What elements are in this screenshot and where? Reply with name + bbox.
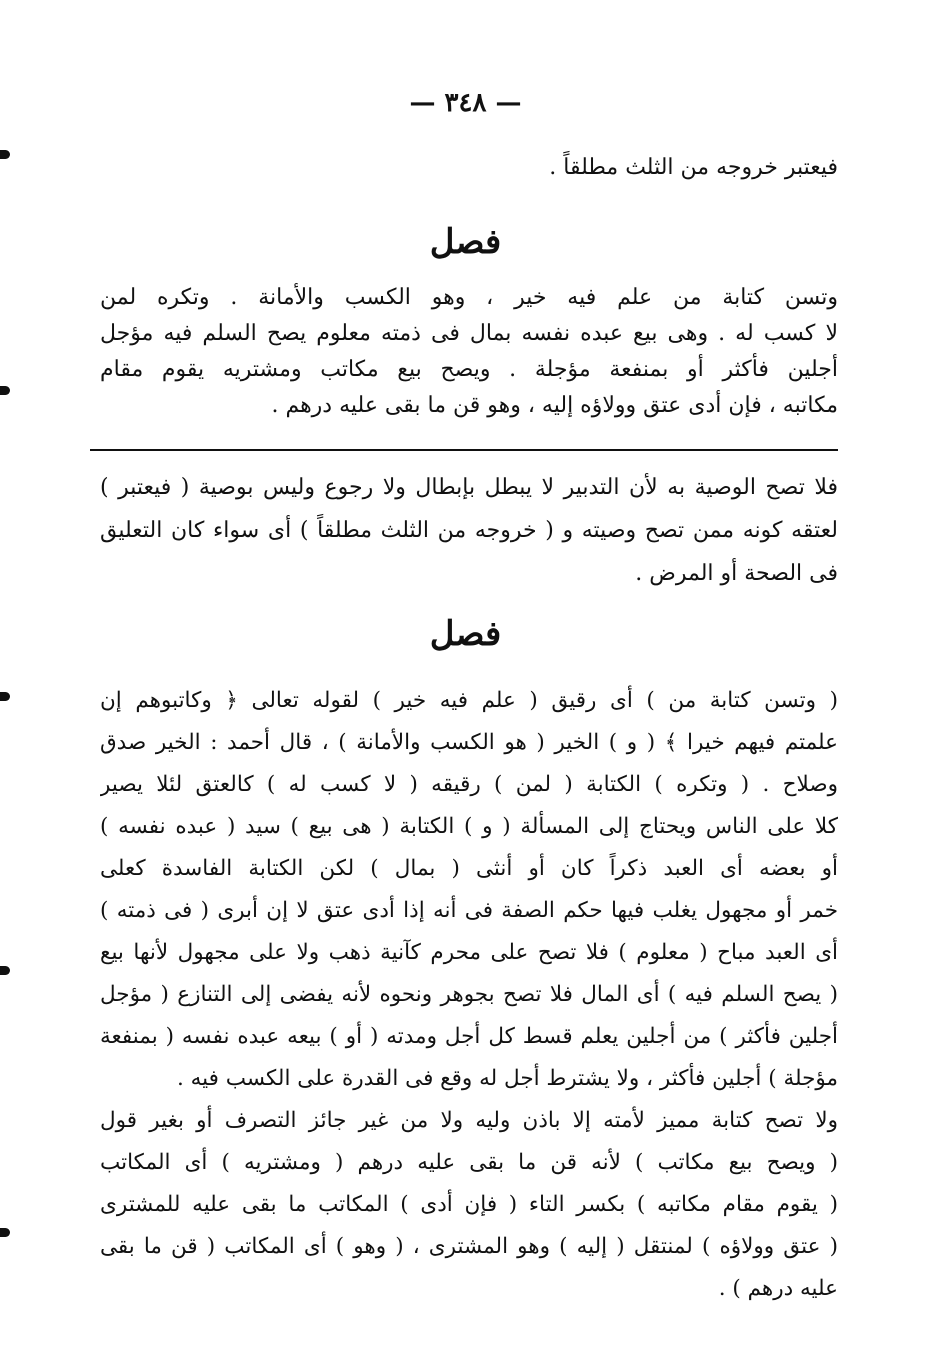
page-number: — ٣٤٨ — <box>409 88 522 118</box>
sharh-section-title: فصل <box>429 614 502 654</box>
margin-mark <box>0 150 10 159</box>
text-line: عليه درهم ) . <box>718 1276 838 1301</box>
text-line: أو بعضه أى العبد ذكراً كان أو أنثى ( بمال ) لكن الكتابة الفاسدة كعلى <box>100 856 838 881</box>
sharh-paragraph <box>100 680 838 1310</box>
text-line: فيعتبر خروجه من الثلث مطلقاً . <box>549 155 838 180</box>
text-line: ( عتق وولاؤه ) لمنتقل ( إليه ) وهو المشترى ، ( وهو ) أى المكاتب ( قن ما بقى <box>100 1234 838 1259</box>
text-line: خمر أو مجهول يغلب فيها حكم الصفة فى أنه إذا أدى عتق لا إن أبرى ( فى ذمته ) <box>100 898 838 923</box>
text-line: أجلين فأكثر ) من أجلين يعلم قسط كل أجل ومدته ( أو ) بيعه عبده نفسه ( بمنفعة <box>100 1024 838 1049</box>
sharh-continuation <box>100 466 838 595</box>
text-line: علمتم فيهم خيرا ﴾ ( و ) الخير ( هو الكسب والأمانة ) ، قال أحمد : الخير صدق <box>100 730 838 755</box>
text-line: ( ويصح بيع مكاتب ) لأنه قن ما بقى عليه درهم ( ومشتريه ) أى المكاتب <box>100 1150 838 1175</box>
text-line: مكاتبه ، فإن أدى عتق وولاؤه إليه ، وهو قن ما بقى عليه درهم . <box>271 393 838 418</box>
text-line: وتسن كتابة من علم فيه خير ، وهو الكسب والأمانة . وتكره لمن <box>100 285 838 310</box>
text-line: لعتقه كونه ممن تصح وصيته و ( خروجه من الثلث مطلقاً ) أى سواء كان التعليق <box>100 518 838 543</box>
text-line: ( يصح السلم فيه ) أى المال فلا تصح بجوهر ونحوه لأنه يفضى إلى التنازع ( مؤجل <box>100 982 838 1007</box>
text-line: ( يقوم مقام مكاتبه ) بكسر التاء ( فإن أدى ) المكاتب ما بقى عليه للمشترى <box>100 1192 838 1217</box>
matn-section-title: فصل <box>429 222 502 262</box>
text-line: لا كسب له . وهى بيع عبده نفسه بمال فى ذمته معلوم يصح السلم فيه مؤجل <box>100 321 838 346</box>
margin-mark <box>0 386 10 395</box>
matn-continuation <box>100 150 838 186</box>
matn-paragraph <box>100 280 838 424</box>
text-line: أجلين فأكثر أو بمنفعة مؤجلة . ويصح بيع مكاتب ومشتريه يقوم مقام <box>100 357 838 382</box>
footnote-divider <box>90 449 838 451</box>
text-line: ولا تصح كتابة مميز لأمته إلا باذن وليه ولا من غير جائز التصرف أو بغير قول <box>100 1108 838 1133</box>
margin-mark <box>0 966 10 975</box>
text-line: أى العبد مباح ( معلوم ) فلا تصح على محرم كآنية ذهب ولا على مجهول لأنها بيع <box>100 940 838 965</box>
text-line: ( وتسن كتابة من ) أى رقيق ( علم فيه خير ) لقوله تعالى ﴿ وكاتبوهم إن <box>100 688 838 713</box>
margin-mark <box>0 692 10 701</box>
text-line: كلا على الناس ويحتاج إلى المسألة ( و ) الكتابة ( هى بيع ) سيد ( عبده نفسه ) <box>100 814 838 839</box>
text-line: مؤجلة ) أجلين فأكثر ، ولا يشترط أجل له وقع فى القدرة على الكسب فيه . <box>176 1066 838 1091</box>
text-line: فى الصحة أو المرض . <box>635 561 838 586</box>
text-line: وصلاح . ( وتكره ) الكتابة ( لمن ) رقيقه ( لا كسب له ) كالعتق لئلا يصير <box>100 772 838 797</box>
margin-mark <box>0 1228 10 1237</box>
text-line: فلا تصح الوصية به لأن التدبير لا يبطل بإبطال ولا رجوع وليس بوصية ( فيعتبر ) <box>100 475 838 500</box>
